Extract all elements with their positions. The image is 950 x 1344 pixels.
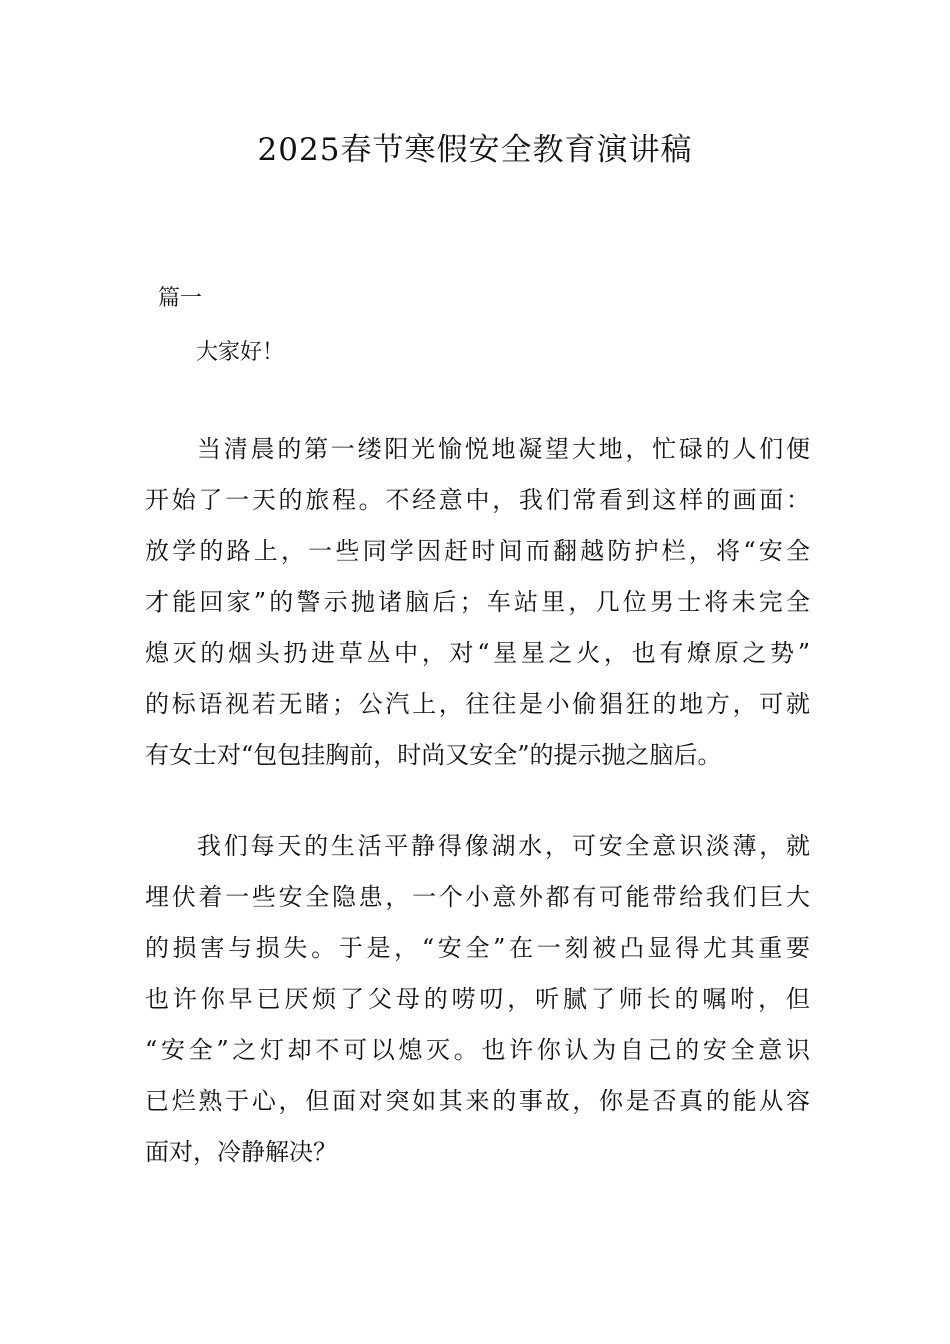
paragraph-line: “安全”之灯却不可以熄灭。也许你认为自己的安全意识 — [145, 1036, 810, 1064]
greeting-line: 大家好！ — [196, 340, 285, 365]
paragraph-line: 面对，冷静解决？ — [145, 1138, 337, 1166]
paragraph-line: 埋伏着一些安全隐患，一个小意外都有可能带给我们巨大 — [145, 883, 810, 911]
paragraph-1 — [145, 424, 810, 781]
paragraph-line: 已烂熟于心，但面对突如其来的事故，你是否真的能从容 — [145, 1087, 810, 1115]
paragraph-line: 的标语视若无睹；公汽上，往往是小偷猖狂的地方，可就 — [145, 690, 810, 718]
paragraph-line: 的损害与损失。于是，“安全”在一刻被凸显得尤其重要 — [145, 934, 810, 962]
document-title: 2025春节寒假安全教育演讲稿 — [257, 132, 693, 168]
section-label: 篇一 — [158, 286, 203, 311]
paragraph-line: 有女士对“包包挂胸前，时尚又安全”的提示抛之脑后。 — [145, 741, 722, 769]
paragraph-line: 当清晨的第一缕阳光愉悦地凝望大地，忙碌的人们便 — [197, 435, 810, 463]
paragraph-2 — [145, 821, 810, 1178]
paragraph-line: 熄灭的烟头扔进草丛中，对“星星之火，也有燎原之势” — [145, 639, 810, 667]
paragraph-line: 才能回家”的警示抛诸脑后；车站里，几位男士将未完全 — [145, 588, 810, 616]
paragraph-line: 我们每天的生活平静得像湖水，可安全意识淡薄，就 — [197, 832, 810, 860]
paragraph-line: 也许你早已厌烦了父母的唠叨，听腻了师长的嘱咐，但 — [145, 985, 810, 1013]
paragraph-line: 开始了一天的旅程。不经意中，我们常看到这样的画面： — [145, 486, 810, 514]
paragraph-line: 放学的路上，一些同学因赶时间而翻越防护栏，将“安全 — [145, 537, 810, 565]
